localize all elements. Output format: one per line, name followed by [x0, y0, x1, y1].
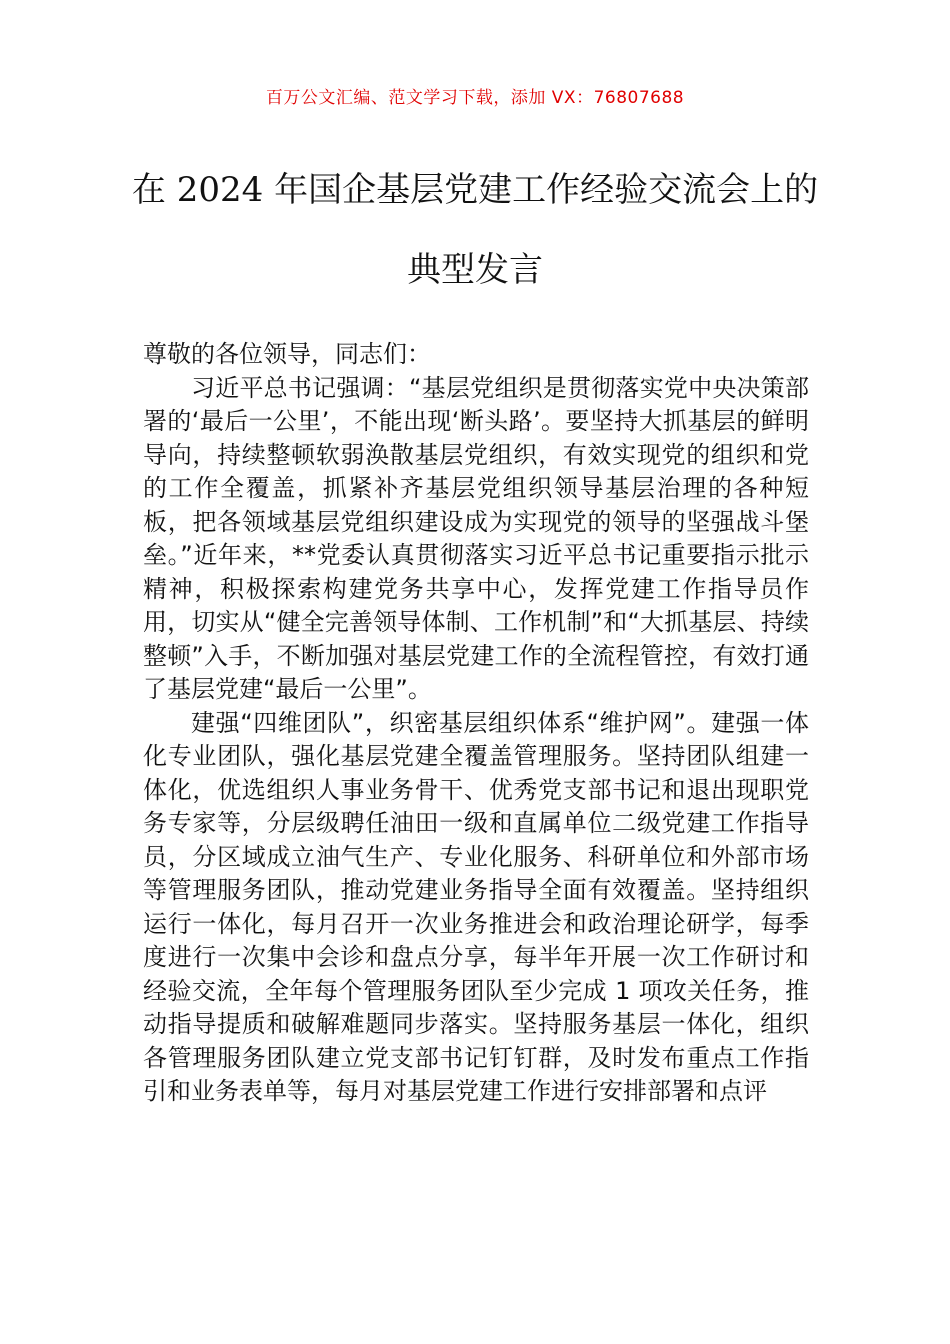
paragraph-four-teams: 建强“四维团队”，织密基层组织体系“维护网”。建强一体化专业团队，强化基层党建全覆盖管理服务。坚持团队组建一体化，优选组织人事业务骨干、优秀党支部书记和退出现职党务专家等，分层级聘任油田一级和直属单位二级党建工作指导员，分区域成立油气生产、专业化服务、科研单位和外部市场等管理服务团队，推动党建业务指导全面有效覆盖。坚持组织运行一体化，每月召开一次业务推进会和政治理论研学，每季度进行一次集中会诊和盘点分享，每半年开展一次工作研讨和经验交流，全年每个管理服务团队至少完成 1 项攻关任务，推动指导提质和破解难题同步落实。坚持服务基层一体化，组织各管理服务团队建立党支部书记钉钉群，及时发布重点工作指引和业务表单等，每月对基层党建工作进行安排部署和点评	[143, 708, 809, 1105]
salutation: 尊敬的各位领导，同志们：	[143, 340, 431, 368]
document-body	[143, 338, 809, 1109]
paragraph-intro: 习近平总书记强调：“基层党组织是贯彻落实党中央决策部署的‘最后一公里’，不能出现‘断头路’。要坚持大抓基层的鲜明导向，持续整顿软弱涣散基层党组织，有效实现党的组织和党的工作全覆盖，抓紧补齐基层党组织领导基层治理的各种短板，把各领域基层党组织建设成为实现党的领导的坚强战斗堡垒。”近年来，**党委认真贯彻落实习近平总书记重要指示批示精神，积极探索构建党务共享中心，发挥党建工作指导员作用，切实从“健全完善领导体制、工作机制”和“大抓基层、持续整顿”入手，不断加强对基层党建工作的全流程管控，有效打通了基层党建“最后一公里”。	[143, 373, 809, 703]
document-title: 在 2024 年国企基层党建工作经验交流会上的典型发言	[131, 170, 819, 290]
header-note: 百万公文汇编、范文学习下载，添加 VX：76807688	[265, 88, 685, 108]
